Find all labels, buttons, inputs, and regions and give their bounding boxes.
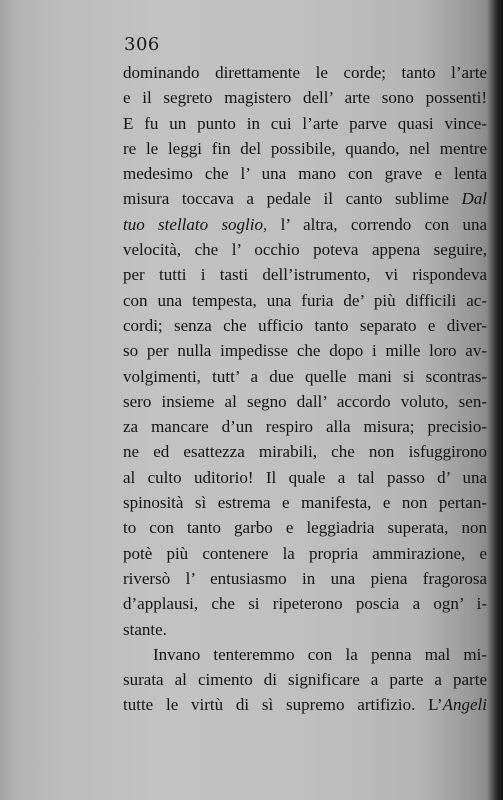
text-fragment: misura toccava a pedale il canto sublime — [123, 189, 449, 209]
text-line: za mancare d’un respiro alla misura; precisio- — [123, 417, 487, 437]
text-fragment: l’ altra, correndo con una — [280, 214, 487, 234]
text-line: e il segreto magistero dell’ arte sono possenti! — [123, 88, 487, 108]
italic-fragment: tuo stellato soglio, — [123, 214, 268, 234]
text-line: per tutti i tasti dell’istrumento, vi rispondeva — [123, 265, 487, 285]
body-text — [123, 60, 487, 718]
text-line — [123, 186, 487, 211]
text-line: E fu un punto in cui l’arte parve quasi vince- — [123, 113, 487, 133]
text-line: spinosità sì estrema e manifesta, e non pertan- — [123, 493, 487, 513]
text-line: al culto uditorio! Il quale a tal passo d’ una — [123, 467, 487, 487]
text-line: ne ed esattezza mirabili, che non isfuggirono — [123, 442, 487, 462]
text-line: sero insieme al segno dall’ accordo voluto, sen- — [123, 391, 487, 411]
text-line: volgimenti, tutt’ a due quelle mani si scontras- — [123, 366, 487, 386]
page-number: 306 — [124, 34, 160, 55]
text-line: d’applausi, che si ripeterono poscia a ogn’ i- — [123, 594, 487, 614]
text-line: cordi; senza che ufficio tanto separato e diver- — [123, 315, 487, 335]
text-line: Invano tenteremmo con la penna mal mi- — [153, 644, 487, 664]
text-line: re le leggi fin del possibile, quando, nel mentre — [123, 138, 487, 158]
text-line: surata al cimento di significare a parte a parte — [123, 670, 487, 690]
text-line: medesimo che l’ una mano con grave e lenta — [123, 164, 487, 184]
text-line: to con tanto garbo e leggiadria superata, non — [123, 518, 487, 538]
text-line: stante. — [123, 619, 167, 639]
italic-fragment: Dal — [461, 189, 487, 209]
text-line: con una tempesta, una furia de’ più difficili ac- — [123, 290, 487, 310]
text-line: potè più contenere la propria ammirazione, e — [123, 543, 487, 563]
text-line: riversò l’ entusiasmo in una piena fragorosa — [123, 568, 487, 588]
text-line: so per nulla impedisse che dopo i mille loro av- — [123, 341, 487, 361]
book-spine-shadow — [487, 0, 503, 800]
text-line: velocità, che l’ occhio poteva appena seguire, — [123, 240, 487, 260]
text-line — [123, 692, 487, 717]
text-line: dominando direttamente le corde; tanto l’arte — [123, 63, 487, 82]
text-line — [123, 212, 487, 237]
italic-fragment: Angeli — [442, 695, 487, 715]
text-fragment: tutte le virtù di sì supremo artifizio. L’ — [123, 695, 443, 715]
